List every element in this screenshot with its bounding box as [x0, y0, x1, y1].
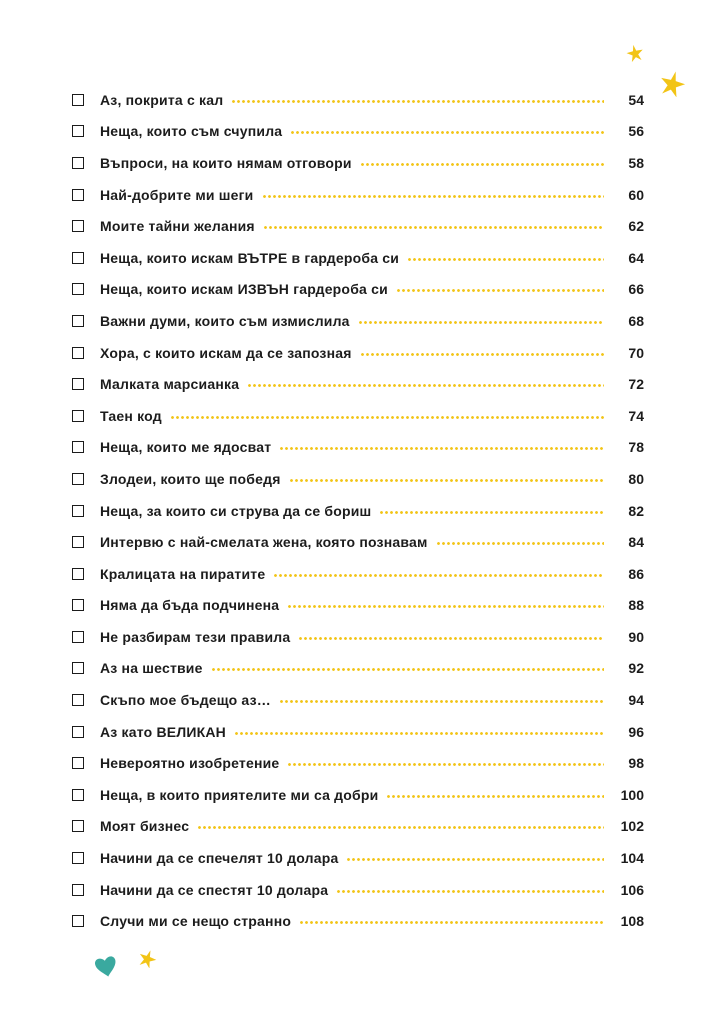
checkbox[interactable] — [72, 536, 84, 548]
dot-leader — [279, 447, 604, 450]
toc-entry-title: Неща, в които приятелите ми са добри — [100, 786, 379, 803]
dot-leader — [336, 890, 604, 893]
toc-entry-page-number: 104 — [620, 850, 644, 867]
toc-entry-title: Малката марсианка — [100, 376, 240, 393]
toc-entry-title: Начини да се спестят 10 долара — [100, 881, 329, 898]
toc-entry-page-number: 106 — [620, 881, 644, 898]
dot-leader — [407, 258, 604, 261]
checkbox[interactable] — [72, 157, 84, 169]
toc-entry — [72, 590, 644, 622]
toc-entry-title: Интервю с най-смелата жена, която познавам — [100, 534, 428, 551]
toc-entry — [72, 526, 644, 558]
dot-leader — [298, 637, 604, 640]
toc-entry — [72, 653, 644, 685]
toc-entry — [72, 621, 644, 653]
toc-entry-title: Неща, които съм счупила — [100, 123, 283, 140]
checkbox[interactable] — [72, 852, 84, 864]
toc-entry-title: Неща, които искам ВЪТРЕ в гардероба си — [100, 249, 400, 266]
toc-entry-page-number: 62 — [628, 218, 644, 235]
toc-entry — [72, 684, 644, 716]
toc-entry-page-number: 108 — [620, 913, 644, 930]
toc-entry-title: Злодеи, които ще победя — [100, 470, 281, 487]
checkbox[interactable] — [72, 94, 84, 106]
dot-leader — [386, 795, 604, 798]
toc-entry — [72, 463, 644, 495]
toc-entry — [72, 84, 644, 116]
star-icon — [138, 949, 157, 968]
toc-entry — [72, 558, 644, 590]
dot-leader — [436, 542, 604, 545]
toc-entry-title: Няма да бъда подчинена — [100, 597, 280, 614]
toc-entry-title: Аз на шествие — [100, 660, 203, 677]
toc-entry — [72, 874, 644, 906]
checkbox[interactable] — [72, 662, 84, 674]
toc-entry-page-number: 58 — [628, 154, 644, 171]
toc-entry-title: Важни думи, които съм измислила — [100, 312, 350, 329]
toc-entry-page-number: 96 — [628, 723, 644, 740]
toc-entry-page-number: 70 — [628, 344, 644, 361]
toc-entry-page-number: 100 — [620, 786, 644, 803]
checkbox[interactable] — [72, 125, 84, 137]
dot-leader — [263, 226, 604, 229]
heart-icon — [93, 953, 119, 979]
toc-entry — [72, 432, 644, 464]
dot-leader — [358, 321, 604, 324]
toc-entry-page-number: 88 — [628, 597, 644, 614]
toc-entry-title: Скъпо мое бъдещо аз… — [100, 692, 271, 709]
checkbox[interactable] — [72, 884, 84, 896]
toc-entry-page-number: 82 — [628, 502, 644, 519]
toc-entry-title: Случи ми се нещо странно — [100, 913, 292, 930]
checkbox[interactable] — [72, 694, 84, 706]
dot-leader — [396, 289, 604, 292]
toc-entry-page-number: 78 — [628, 439, 644, 456]
checkbox[interactable] — [72, 315, 84, 327]
toc-entry-page-number: 94 — [628, 692, 644, 709]
toc-entry-page-number: 54 — [628, 91, 644, 108]
dot-leader — [170, 416, 604, 419]
dot-leader — [289, 479, 604, 482]
toc-entry — [72, 495, 644, 527]
toc-entry-title: Аз като ВЕЛИКАН — [100, 723, 226, 740]
toc-entry-page-number: 56 — [628, 123, 644, 140]
dot-leader — [234, 732, 604, 735]
checkbox[interactable] — [72, 410, 84, 422]
toc-entry-page-number: 60 — [628, 186, 644, 203]
toc-entry-title: Моят бизнес — [100, 818, 190, 835]
toc-entry — [72, 779, 644, 811]
dot-leader — [346, 858, 604, 861]
toc-entry-title: Въпроси, на които нямам отговори — [100, 154, 352, 171]
toc-entry — [72, 716, 644, 748]
toc-entry — [72, 147, 644, 179]
dot-leader — [231, 100, 604, 103]
dot-leader — [279, 700, 604, 703]
dot-leader — [211, 668, 604, 671]
checkbox[interactable] — [72, 505, 84, 517]
toc-entry — [72, 337, 644, 369]
toc-entry — [72, 747, 644, 779]
toc-entry-page-number: 90 — [628, 628, 644, 645]
toc-entry — [72, 905, 644, 937]
toc-entry-title: Моите тайни желания — [100, 218, 255, 235]
checkbox[interactable] — [72, 599, 84, 611]
dot-leader — [287, 763, 604, 766]
checkbox[interactable] — [72, 252, 84, 264]
dot-leader — [247, 384, 604, 387]
checkbox[interactable] — [72, 915, 84, 927]
dot-leader — [379, 511, 604, 514]
checkbox[interactable] — [72, 189, 84, 201]
toc-entry-page-number: 68 — [628, 312, 644, 329]
dot-leader — [197, 826, 604, 829]
star-icon — [626, 44, 644, 62]
toc-entry-page-number: 86 — [628, 565, 644, 582]
toc-entry-page-number: 80 — [628, 470, 644, 487]
dot-leader — [360, 353, 604, 356]
toc-entry-page-number: 64 — [628, 249, 644, 266]
toc-entry-page-number: 74 — [628, 407, 644, 424]
toc-entry — [72, 368, 644, 400]
dot-leader — [360, 163, 604, 166]
star-icon — [659, 70, 686, 97]
toc-entry-title: Неща, за които си струва да се бориш — [100, 502, 372, 519]
toc-entry-page-number: 72 — [628, 376, 644, 393]
toc-entry — [72, 305, 644, 337]
toc-entry-page-number: 98 — [628, 755, 644, 772]
toc-entry-page-number: 84 — [628, 534, 644, 551]
toc-entry — [72, 116, 644, 148]
toc-entry — [72, 842, 644, 874]
dot-leader — [273, 574, 604, 577]
toc-entry-title: Най-добрите ми шеги — [100, 186, 254, 203]
toc-entry-title: Хора, с които искам да се запозная — [100, 344, 352, 361]
checkbox[interactable] — [72, 473, 84, 485]
toc-entry-title: Таен код — [100, 407, 162, 424]
toc-entry — [72, 274, 644, 306]
toc-entry-title: Начини да се спечелят 10 долара — [100, 850, 339, 867]
checkbox[interactable] — [72, 220, 84, 232]
checkbox[interactable] — [72, 568, 84, 580]
toc-entry-page-number: 66 — [628, 281, 644, 298]
toc-entry — [72, 811, 644, 843]
toc-entry-title: Кралицата на пиратите — [100, 565, 266, 582]
toc-entry — [72, 400, 644, 432]
toc-entry-page-number: 102 — [620, 818, 644, 835]
checkbox[interactable] — [72, 378, 84, 390]
toc-entry-title: Не разбирам тези правила — [100, 628, 291, 645]
checkbox[interactable] — [72, 347, 84, 359]
toc-entry-page-number: 92 — [628, 660, 644, 677]
checkbox[interactable] — [72, 820, 84, 832]
checkbox[interactable] — [72, 441, 84, 453]
checkbox[interactable] — [72, 789, 84, 801]
toc-entry — [72, 242, 644, 274]
checkbox[interactable] — [72, 631, 84, 643]
dot-leader — [262, 195, 605, 198]
dot-leader — [299, 921, 604, 924]
dot-leader — [290, 131, 604, 134]
toc-entry — [72, 210, 644, 242]
checkbox[interactable] — [72, 757, 84, 769]
toc-entry — [72, 179, 644, 211]
toc-entry-title: Неща, които искам ИЗВЪН гардероба си — [100, 281, 388, 298]
toc-entry-title: Аз, покрита с кал — [100, 91, 224, 108]
toc-entry-title: Невероятно изобретение — [100, 755, 280, 772]
table-of-contents — [72, 84, 644, 937]
checkbox[interactable] — [72, 726, 84, 738]
toc-entry-title: Неща, които ме ядосват — [100, 439, 272, 456]
checkbox[interactable] — [72, 283, 84, 295]
dot-leader — [287, 605, 604, 608]
